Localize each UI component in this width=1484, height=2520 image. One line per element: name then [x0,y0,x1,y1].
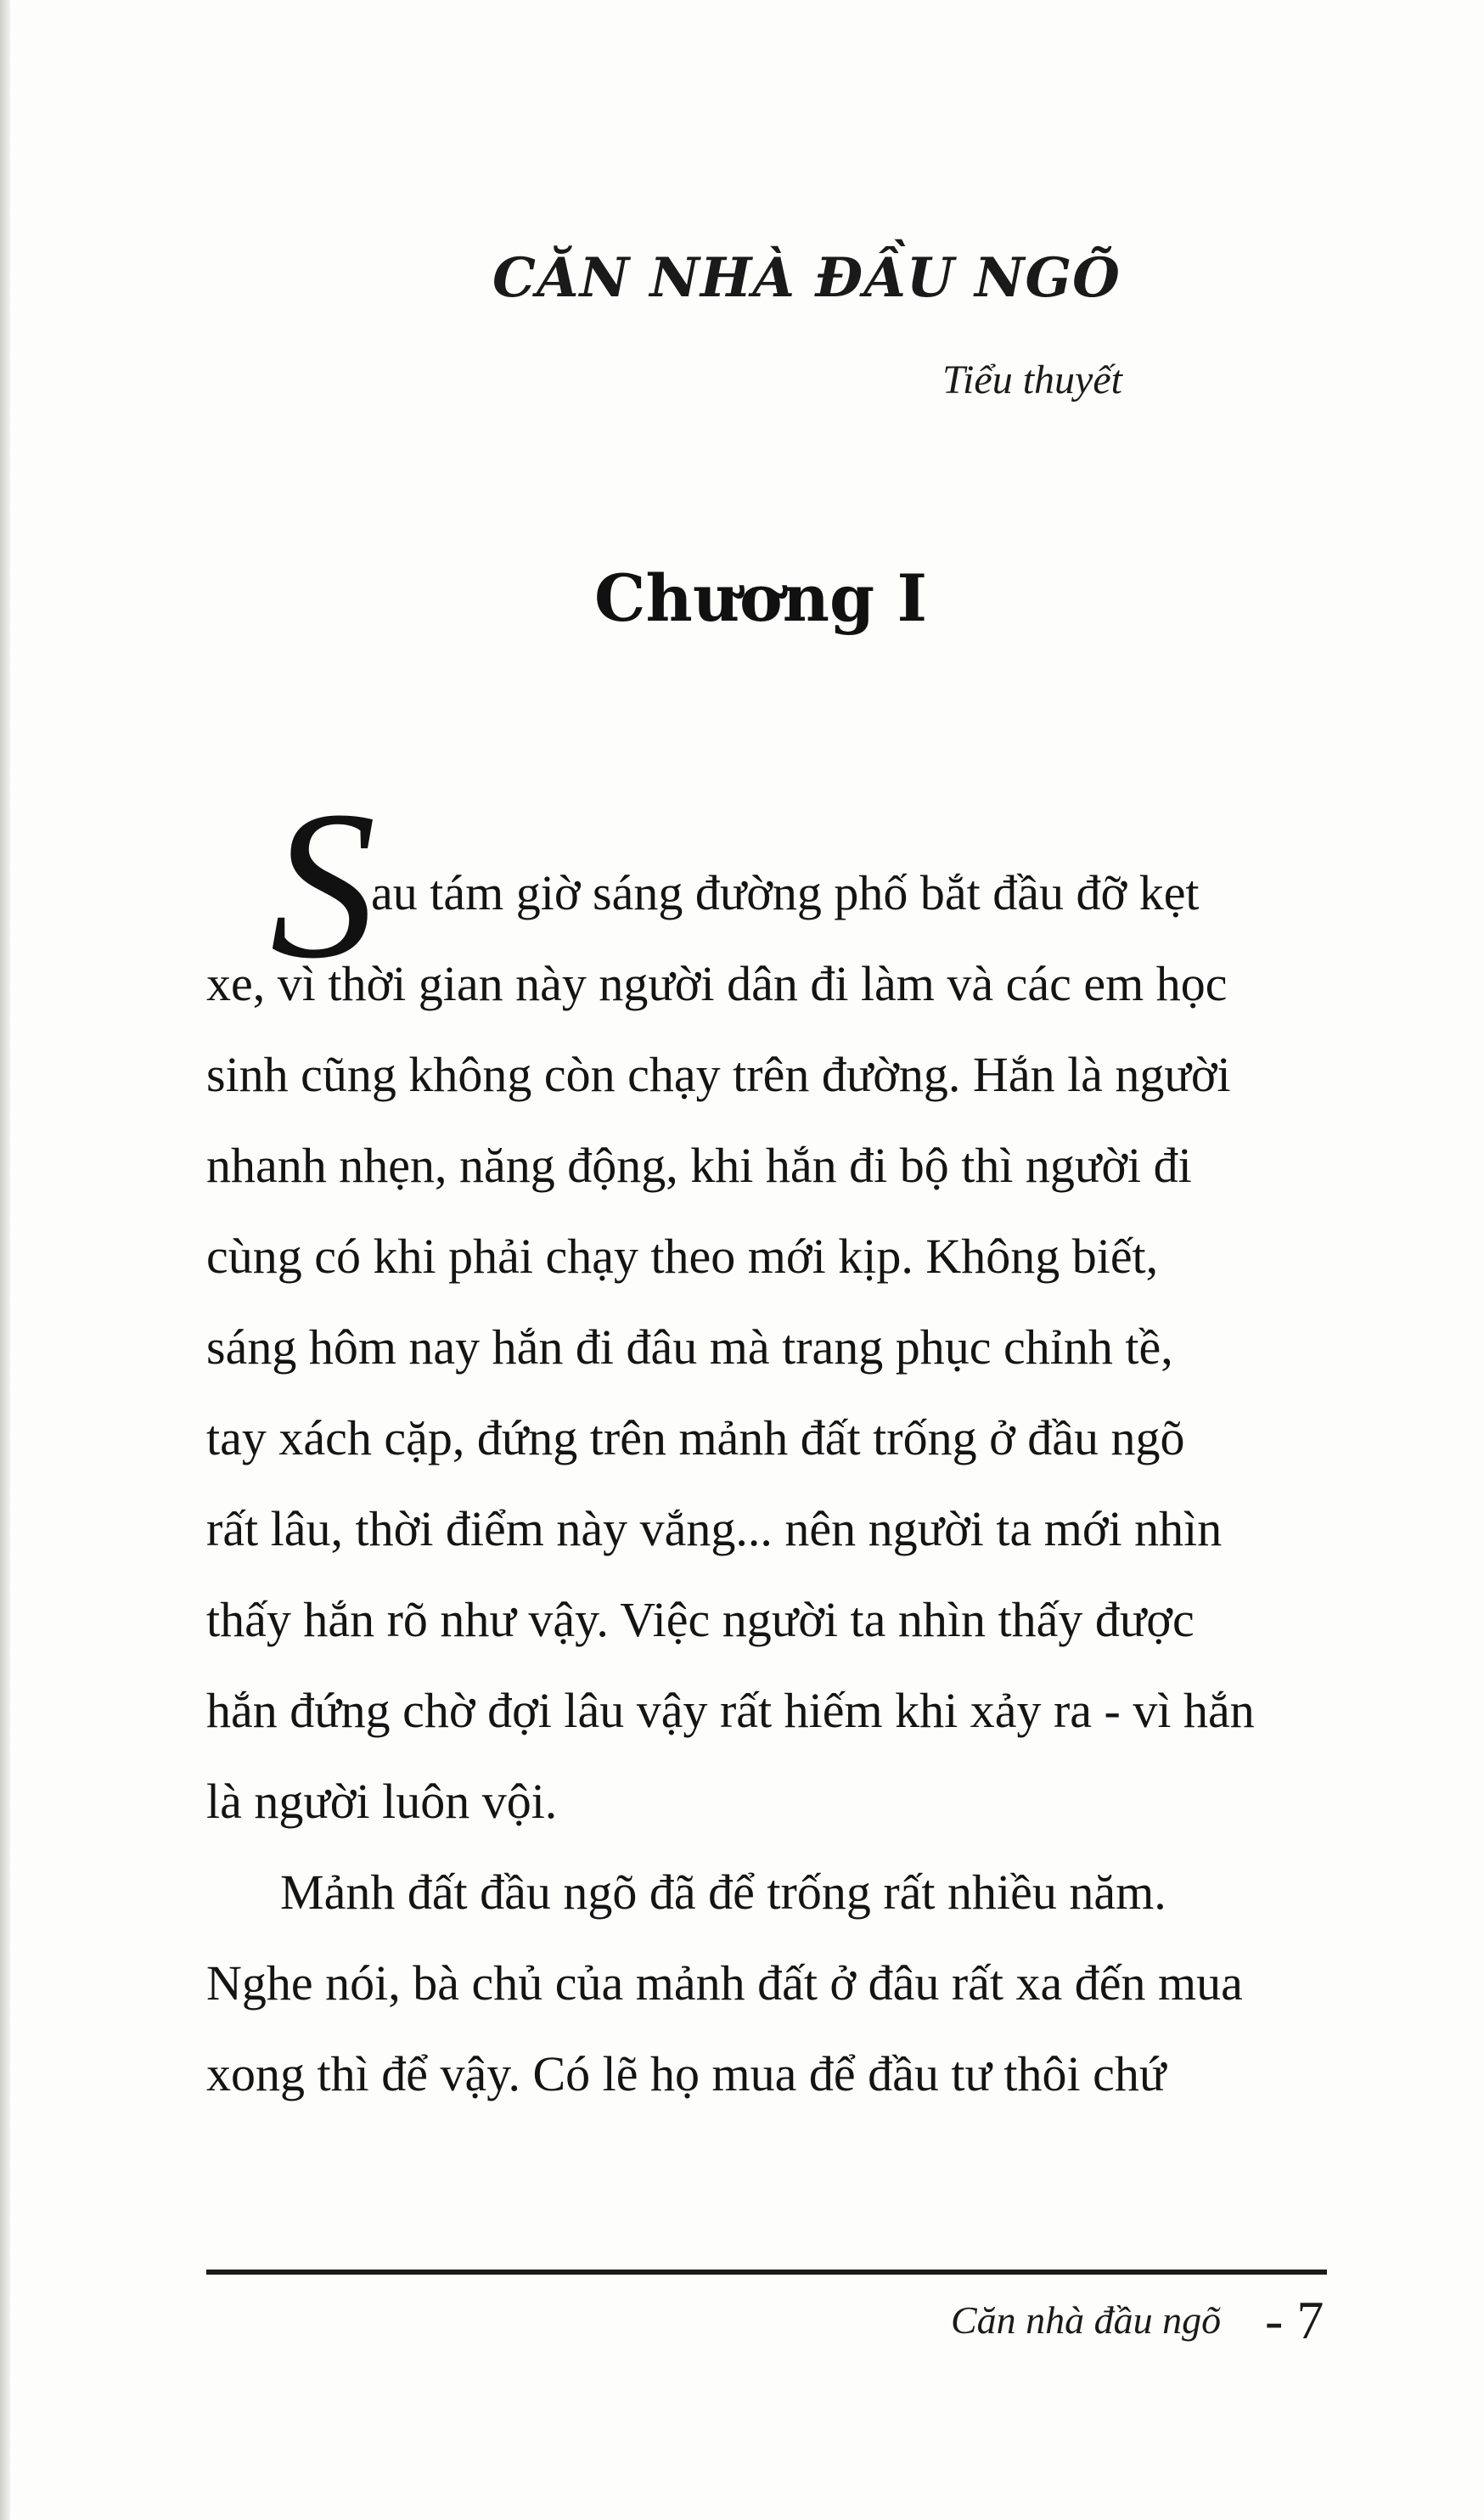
text-line: tay xách cặp, đứng trên mảnh đất trống ở đầu ngõ [206,1410,1185,1465]
footer-rule [206,2270,1327,2275]
chapter-heading: Chương I [594,560,928,636]
drop-cap: S [270,768,376,1003]
book-title: CĂN NHÀ ĐẦU NGÕ [492,246,1121,310]
text-line: Mảnh đất đầu ngõ đã để trống rất nhiều năm. [280,1865,1166,1920]
footer-book-title: Căn nhà đầu ngõ [951,2298,1222,2342]
text-line: xong thì để vậy. Có lẽ họ mua để đầu tư thôi chứ [206,2046,1166,2101]
text-line: au tám giờ sáng đường phố bắt đầu đỡ kẹt [371,865,1200,920]
text-line: nhanh nhẹn, năng động, khi hắn đi bộ thì người đi [206,1138,1192,1193]
book-subtitle: Tiểu thuyết [942,357,1122,402]
text-line: sáng hôm nay hắn đi đâu mà trang phục chỉnh tề, [206,1319,1173,1375]
text-line: Nghe nói, bà chủ của mảnh đất ở đâu rất xa đến mua [206,1955,1243,2011]
page-spine-shadow [0,0,10,2520]
text-line: xe, vì thời gian này người dân đi làm và các em học [206,956,1228,1011]
text-line: thấy hắn rõ như vậy. Việc người ta nhìn thấy được [206,1592,1195,1647]
text-line: sinh cũng không còn chạy trên đường. Hắn là người [206,1047,1231,1102]
page-number: - 7 [1265,2290,1324,2350]
text-line: cùng có khi phải chạy theo mới kịp. Không biết, [206,1229,1159,1284]
text-line: rất lâu, thời điểm này vắng... nên người ta mới nhìn [206,1501,1223,1556]
text-line: là người luôn vội. [206,1774,558,1829]
text-line: hắn đứng chờ đợi lâu vậy rất hiếm khi xảy ra - vì hắn [206,1683,1255,1738]
